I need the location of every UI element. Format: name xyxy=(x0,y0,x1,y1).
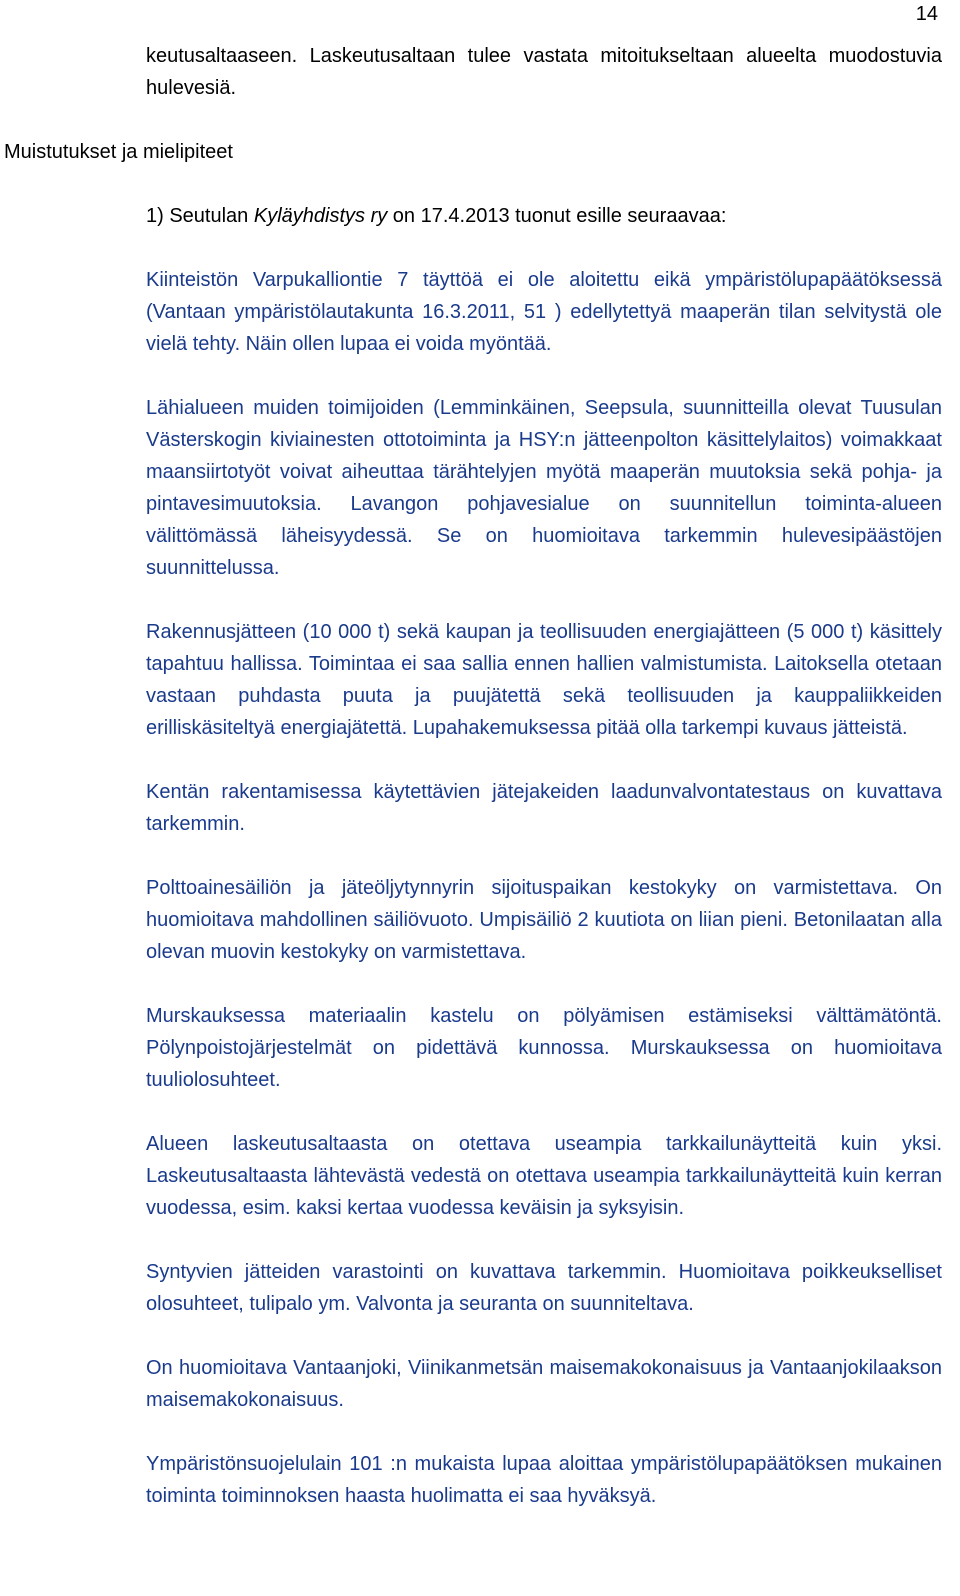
item1-line xyxy=(146,200,942,232)
page-number: 14 xyxy=(915,3,938,25)
paragraph-7: Alueen laskeutusaltaasta on otettava useampia tarkkailunäytteitä kuin yksi. Laskeutusaltaasta lähtevästä vedestä on otettava useampia tarkkailunäytteitä kuin kerran vuodessa, esim. kaksi kertaa vuodessa keväisin ja syksyisin. xyxy=(146,1133,942,1219)
paragraph-9: On huomioitava Vantaanjoki, Viinikanmetsän maisemakokonaisuus ja Vantaanjokilaakson maisemakokonaisuus. xyxy=(146,1357,942,1411)
paragraph-3: Rakennusjätteen (10 000 t) sekä kaupan ja teollisuuden energiajätteen (5 000 t) käsittely tapahtuu hallissa. Toimintaa ei saa sallia ennen hallien valmistumista. Laitoksella otetaan vastaan puhdasta puuta ja puujätettä sekä teollisuuden ja kauppaliikkeiden erilliskäsiteltyä energiajätettä. Lupahakemuksessa pitää olla tarkempi kuvaus jätteistä. xyxy=(146,621,942,739)
item1-org: Kyläyhdistys ry xyxy=(253,205,388,227)
paragraph-6: Murskauksessa materiaalin kastelu on pölyämisen estämiseksi välttämätöntä. Pölynpoistojärjestelmät on pidettävä kunnossa. Murskauksessa on huomioitava tuuliolosuhteet. xyxy=(146,1005,942,1091)
intro-paragraph: keutusaltaaseen. Laskeutusaltaan tulee vastata mitoitukseltaan alueelta muodostuvia hulevesiä. xyxy=(146,45,942,99)
paragraph-4: Kentän rakentamisessa käytettävien jätejakeiden laadunvalvontatestaus on kuvattava tarkemmin. xyxy=(146,781,942,835)
paragraph-10: Ympäristönsuojelulain 101 :n mukaista lupaa aloittaa ympäristölupapäätöksen mukainen toiminta toiminnoksen haasta huolimatta ei saa hyväksyä. xyxy=(146,1453,942,1507)
paragraph-2: Lähialueen muiden toimijoiden (Lemminkäinen, Seepsula, suunnitteilla olevat Tuusulan Västerskogin kiviainesten ottotoiminta ja HSY:n jätteenpolton käsittelylaitos) voimakkaat maansiirtotyöt voivat aiheuttaa tärähtelyjen myötä maaperän muutoksia sekä pohja- ja pintavesimuutoksia. Lavangon pohjavesialue on suunnitellun toiminta-alueen välittömässä läheisyydessä. Se on huomioitava tarkemmin hulevesipäästöjen suunnittelussa. xyxy=(146,397,942,579)
item1-suffix: on 17.4.2013 tuonut esille seuraavaa: xyxy=(387,205,727,227)
document-body xyxy=(4,40,942,1512)
section-heading: Muistutukset ja mielipiteet xyxy=(4,141,233,163)
paragraph-1: Kiinteistön Varpukalliontie 7 täyttöä ei ole aloitettu eikä ympäristölupapäätöksessä (Vantaan ympäristölautakunta 16.3.2011, 51 ) edellytettyä maaperän tilan selvitystä ole vielä tehty. Näin ollen lupaa ei voida myöntää. xyxy=(146,269,942,355)
paragraph-5: Polttoainesäiliön ja jäteöljytynnyrin sijoituspaikan kestokyky on varmistettava. On huomioitava mahdollinen säiliövuoto. Umpisäiliö 2 kuutiota on liian pieni. Betonilaatan alla olevan muovin kestokyky on varmistettava. xyxy=(146,877,942,963)
paragraph-8: Syntyvien jätteiden varastointi on kuvattava tarkemmin. Huomioitava poikkeukselliset olosuhteet, tulipalo ym. Valvonta ja seuranta on suunniteltava. xyxy=(146,1261,942,1315)
item1-prefix: 1) Seutulan xyxy=(146,205,254,227)
